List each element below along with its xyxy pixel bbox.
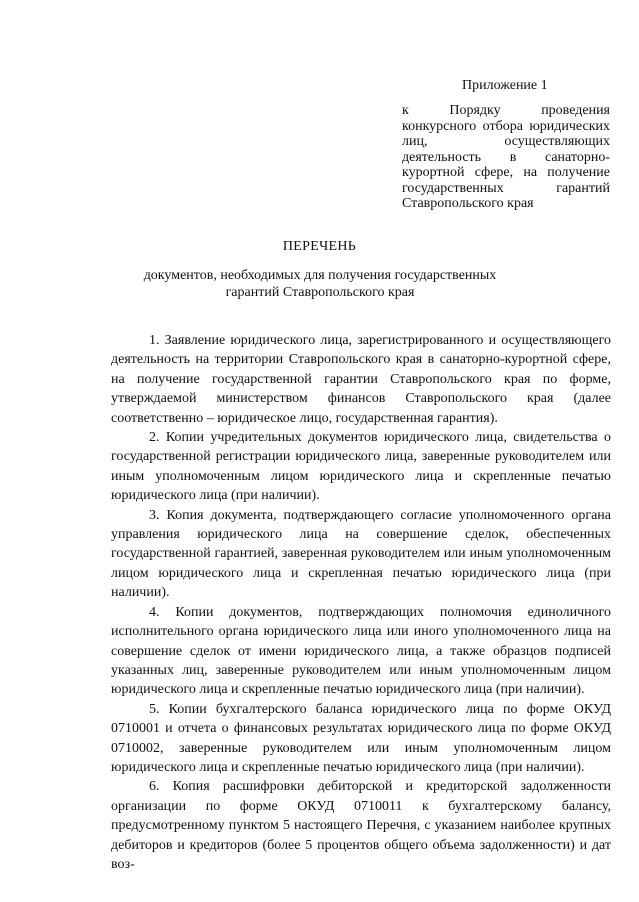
list-item: 2. Копии учредительных документов юридического лица, свидетельства о государственной регистрации юридического лица, заверенные руководителем или иным уполномоченным лицом юридического лица и скрепленные печатью юридического лица (при наличии). — [111, 430, 611, 504]
list-item: 3. Копия документа, подтверждающего согласие уполномоченного органа управления юридического лица на совершение сделок, обеспеченных государственной гарантией, заверенная руководителем или иным уполномоченным лицом юридического лица и скрепленная печатью юридического лица (при наличии). — [111, 507, 611, 601]
list-item: 4. Копии документов, подтверждающих полномочия единоличного исполнительного органа юридического лица или иного уполномоченного лица на совершение сделок от имени юридического лица, а также образцов подписей указанных лиц, заверенные руководителем или иным уполномоченным лицом юридического лица и скрепленные печатью юридического лица (при наличии). — [111, 604, 611, 698]
document-body — [111, 331, 611, 874]
appendix-title: Приложение 1 — [462, 78, 548, 93]
list-item: 1. Заявление юридического лица, зарегистрированного и осуществляющего деятельность на территории Ставропольского края в санаторно-курортной сфере, на получение государственной гарантии Ставропольского края по форме, утверждаемой министерством финансов Ставропольского края (далее соответственно – юридическое лицо, государственная гарантия). — [111, 333, 611, 426]
list-item: 5. Копии бухгалтерского баланса юридического лица по форме ОКУД 0710001 и отчета о финансовых результатах юридического лица по форме ОКУД 0710002, заверенные руководителем или иным уполномоченным лицом юридического лица и скрепленные печатью юридического лица (при наличии). — [111, 701, 611, 775]
list-item: 6. Копия расшифровки дебиторской и кредиторской задолженности организации по форме ОКУД 0710011 к бухгалтерскому балансу, предусмотренному пунктом 5 настоящего Перечня, с указанием наиболее крупных дебиторов и кредиторов (более 5 процентов общего объема задолженности) и дат воз- — [111, 779, 611, 872]
document-subtitle: документов, необходимых для получения государственных гарантий Ставропольского края — [143, 268, 497, 300]
document-title: ПЕРЕЧЕНЬ — [282, 239, 357, 254]
appendix-reference: к Порядку проведения конкурсного отбора юридических лиц, осуществляющих деятельность в санаторно-курортной сфере, на получение государственных гарантий Ставропольского края — [402, 103, 610, 211]
